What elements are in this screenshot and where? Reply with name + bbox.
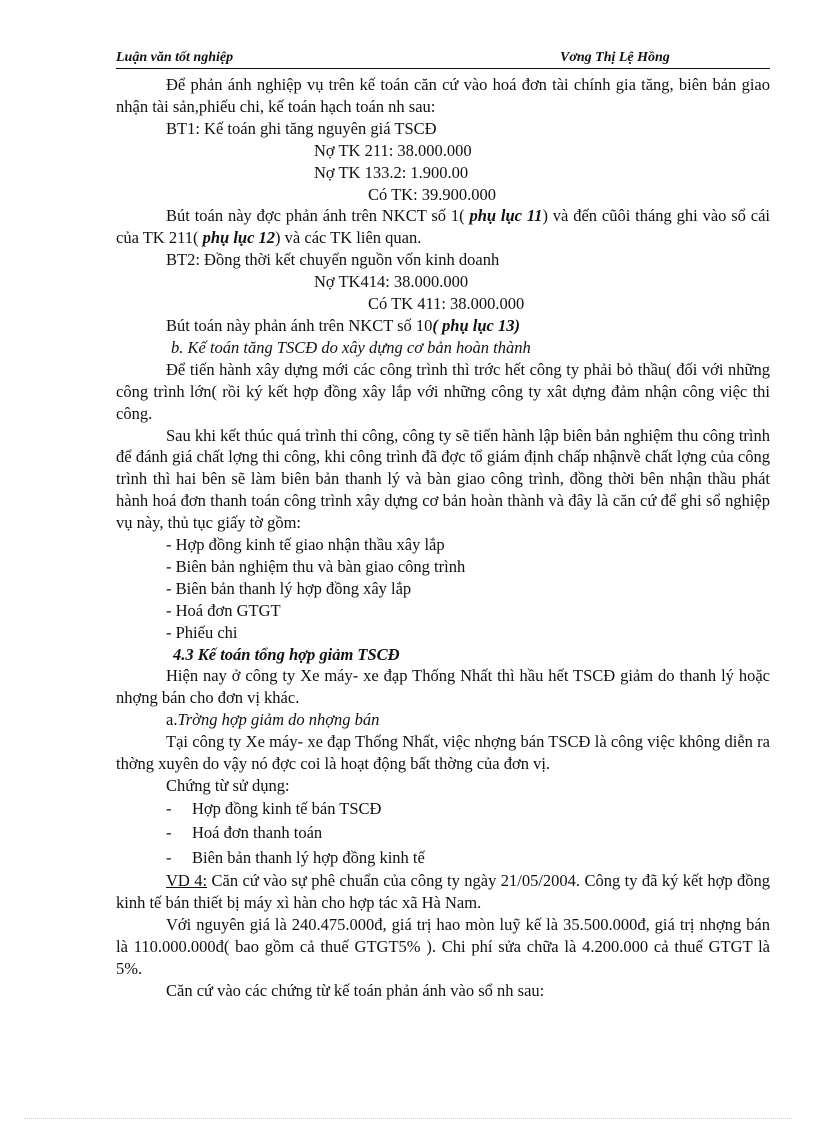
page-header <box>116 48 770 69</box>
list-item: - Biên bản thanh lý hợp đồng xây lắp <box>166 578 412 598</box>
paragraph-bt2-posting: Bút toán này phản ánh trên NKCT số 10( phụ lục 13) <box>166 315 520 335</box>
paragraph-asset-values: Với nguyên giá là 240.475.000đ, giá trị hao mòn luỹ kế là 35.500.000đ, giá trị nhợng bán là 110.000.000đ( bao gồm cả thuế GTGT5% ). Chi phí sửa chữa là 4.200.000 cả thuế GTGT là 5%. <box>116 915 770 979</box>
paragraph-bidding: Để tiến hành xây dựng mới các công trình thì trớc hết công ty phải bỏ thầu( đối với những công trình lớn( rồi ký kết hợp đồng xây lắp với những công ty xât dựng đảm nhận công việc thi công. <box>116 359 770 423</box>
entry-bt1-title: BT1: Kế toán ghi tăng nguyên giá TSCĐ <box>166 118 437 138</box>
paragraph-posting-intro: Căn cứ vào các chứng từ kế toán phản ánh vào sổ nh sau: <box>166 980 545 1000</box>
paragraph-vouchers-used: Chứng từ sử dụng: <box>166 776 290 795</box>
header-author: Vơng Thị Lệ Hồng <box>560 50 670 65</box>
page-bottom-divider <box>24 1118 792 1119</box>
entry-bt2-debit: Nợ TK414: 38.000.000 <box>314 272 469 292</box>
entry-bt2-credit: Có TK 411: 38.000.000 <box>368 294 525 314</box>
paragraph-bt1-posting: Bút toán này đợc phản ánh trên NKCT số 1( phụ lục 11) và đến cũôi tháng ghi vào sổ cái của TK 211( phụ lục 12) và các TK liên quan. <box>116 206 770 248</box>
list-item: - Phiếu chi <box>166 622 238 642</box>
paragraph-intro: Để phản ánh nghiệp vụ trên kế toán căn cứ vào hoá đơn tài chính gia tăng, biên bản giao nhận tài sản,phiếu chi, kế toán hạch toán nh sau: <box>116 75 770 116</box>
section-b-heading: b. Kế toán tăng TSCĐ do xây dựng cơ bản hoàn thành <box>171 337 531 357</box>
entry-bt1-debit-1332: Nợ TK 133.2: 1.900.00 <box>314 162 469 182</box>
list-item: - Biên bản thanh lý hợp đồng kinh tế <box>166 847 425 867</box>
entry-bt1-credit: Có TK: 39.900.000 <box>368 184 497 204</box>
list-item: - Hoá đơn thanh toán <box>166 823 323 843</box>
appendix-ref-12: phụ lục 12 <box>198 228 276 248</box>
header-left-title: Luận văn tốt nghiệp <box>116 50 234 65</box>
section-a-heading: a.Trờng hợp giảm do nhợng bán <box>166 710 380 730</box>
section-4-3-heading: 4.3 Kế toán tổng hợp giảm TSCĐ <box>173 644 400 664</box>
list-item: - Hoá đơn GTGT <box>166 600 281 620</box>
entry-bt2-title: BT2: Đồng thời kết chuyển nguồn vốn kinh doanh <box>166 250 500 270</box>
entry-bt1-debit-211: Nợ TK 211: 38.000.000 <box>314 140 472 160</box>
appendix-ref-11: phụ lục 11 <box>464 206 543 226</box>
voucher-list <box>116 797 770 871</box>
document-list <box>116 534 770 644</box>
paragraph-transfer-sale: Tại công ty Xe máy- xe đạp Thống Nhất, việc nhợng bán TSCĐ là công việc không diễn ra thờng xuyên do vậy nó đợc coi là hoạt động bất thờng của đơn vị. <box>116 732 770 774</box>
example-label: VD 4: <box>166 871 208 891</box>
list-item: - Biên bản nghiệm thu và bàn giao công trình <box>166 556 466 576</box>
list-item: - Hợp đồng kinh tế giao nhận thầu xây lắp <box>166 535 445 555</box>
paragraph-example-4: VD 4: Căn cứ vào sự phê chuẩn của công ty ngày 21/05/2004. Công ty đã ký kết hợp đồng kinh tế bán thiết bị máy xì hàn cho hợp tác xã Hà Nam. <box>116 871 770 913</box>
paragraph-acceptance: Sau khi kết thúc quá trình thi công, công ty sẽ tiến hành lập biên bản nghiệm thu công trình để đánh giá chất lợng thi công, khi công trình đã đợc tổ giám định chấp nhậnvề chất lợng của công trình thì hai bên sẽ làm biên bản thanh lý và bàn giao công trình, đồng thời bên nhận thầu phát hành hoá đơn thanh toán công trình xây dựng cơ bản hoàn thành và đây là căn cứ để ghi sổ nghiệp vụ này, thủ tục giấy tờ gồm: <box>116 425 770 533</box>
document-body <box>116 74 770 1002</box>
paragraph-decrease-overview: Hiện nay ở công ty Xe máy- xe đạp Thống Nhất thì hầu hết TSCĐ giảm do thanh lý hoặc nhợng bán cho đơn vị khác. <box>116 666 770 708</box>
appendix-ref-13: ( phụ lục 13) <box>432 315 520 335</box>
list-item: - Hợp đồng kinh tế bán TSCĐ <box>166 798 382 818</box>
